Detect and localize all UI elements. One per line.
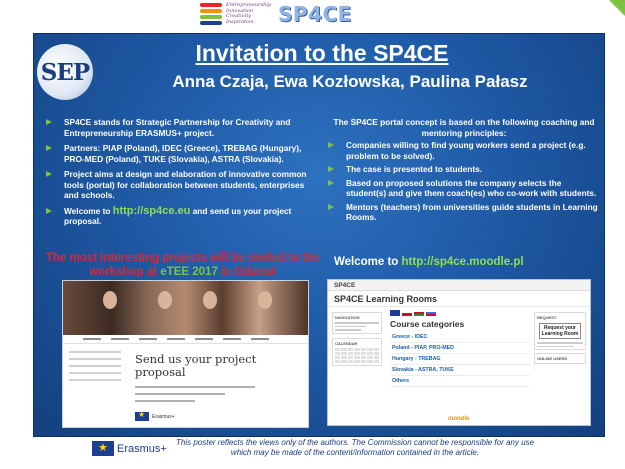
invitation-note: The most interesting projects will be invited to the workshop at eTEE 2017 in Gdansk	[45, 252, 321, 278]
moodle-topbar: SP4CE	[328, 280, 590, 291]
category-link[interactable]: Poland - PIAP, PRO-MED	[390, 343, 530, 354]
sp4ce-header-logo	[200, 0, 352, 28]
bullet-arrow-icon	[328, 166, 334, 172]
moodle-page-title: SP4CE Learning Rooms	[328, 291, 590, 307]
category-link[interactable]: Hungary - TREBAG	[390, 354, 530, 365]
sp4ce-arrows-icon	[200, 2, 222, 26]
welcome-right: Welcome to http://sp4ce.moodle.pl	[334, 256, 524, 268]
moodle-right-blocks: REQUEST Request your Learning Room ONLINE USERS	[534, 312, 586, 367]
eu-flag-icon	[92, 441, 114, 456]
moodle-left-blocks: NAVIGATION CALENDAR	[332, 312, 382, 370]
bullet-arrow-icon	[46, 145, 52, 151]
eu-flag-icon	[135, 412, 149, 421]
categories-title: Course categories	[390, 319, 465, 329]
sp4ce-website-screenshot	[62, 280, 309, 428]
sep-logo: SEP	[37, 44, 93, 100]
etee-link[interactable]: eTEE 2017	[160, 266, 218, 278]
left-column	[44, 117, 312, 232]
moodle-logo: moodle	[448, 416, 470, 422]
category-link[interactable]: Slovakia - ASTRA, TUKE	[390, 365, 530, 376]
moodle-categories	[390, 310, 530, 387]
welcome-left: Welcome to http://sp4ce.eu and send us your project proposal.	[44, 206, 312, 227]
site-erasmus-logo: ★ Erasmus+	[135, 412, 175, 421]
bullet-arrow-icon	[328, 142, 334, 148]
bullet-arrow-icon	[46, 119, 52, 125]
right-column	[326, 117, 602, 226]
bullet-item: Companies willing to find young workers send a project (e.g. problem to be solved).	[326, 140, 602, 161]
site-page-heading: Send us your project proposal	[135, 352, 257, 379]
site-sidebar	[69, 351, 121, 386]
team-photo	[63, 281, 308, 335]
poster-panel	[33, 33, 605, 437]
logo-title: SP4CE	[278, 2, 352, 26]
sp4ce-eu-link[interactable]: http://sp4ce.eu	[112, 204, 191, 217]
footer-erasmus-logo: ★ Erasmus+	[92, 441, 167, 456]
bullet-arrow-icon	[328, 204, 334, 210]
poster-title: Invitation to the SP4CE	[195, 40, 449, 66]
corner-triangle-icon	[609, 0, 625, 16]
right-intro: The SP4CE portal concept is based on the following coaching and mentoring principles:	[333, 117, 595, 138]
moodle-link[interactable]: http://sp4ce.moodle.pl	[401, 256, 524, 268]
footer-disclaimer: This poster reflects the views only of the authors. The Commission cannot be responsible for any use which may be made of the content/information contained in the article.	[176, 438, 534, 457]
language-flags[interactable]	[390, 310, 530, 316]
request-room-button[interactable]: Request your Learning Room	[539, 323, 581, 339]
poster-authors: Anna Czaja, Ewa Kozłowska, Paulina Pałasz	[172, 72, 528, 91]
site-nav	[63, 335, 308, 344]
bullet-arrow-icon	[328, 180, 334, 186]
bullet-arrow-icon	[46, 208, 52, 214]
bullet-item: The case is presented to students.	[326, 164, 602, 175]
category-link[interactable]: Greece - IDEC	[390, 332, 530, 343]
bullet-item: SP4CE stands for Strategic Partnership for Creativity and Entrepreneurship ERASMUS+ project.	[44, 117, 312, 138]
bullet-item: Mentors (teachers) from universities guide students in Learning Rooms.	[326, 202, 602, 223]
bullet-item: Project aims at design and elaboration of innovative common tools (portal) for collaboration between students, enterprises and schools.	[44, 169, 312, 201]
logo-tagline: Entrepreneurship Innovation Creativity Inspiration	[226, 2, 272, 25]
bullet-item: Based on proposed solutions the company selects the student(s) and give them coach(es) who co-work with students.	[326, 178, 602, 199]
bullet-arrow-icon	[46, 171, 52, 177]
category-link[interactable]: Others	[390, 376, 530, 387]
bullet-item: Partners: PIAP (Poland), IDEC (Greece), TREBAG (Hungary), PRO-MED (Poland), TUKE (Slovakia), ASTRA (Slovakia).	[44, 143, 312, 164]
moodle-screenshot	[327, 279, 591, 426]
